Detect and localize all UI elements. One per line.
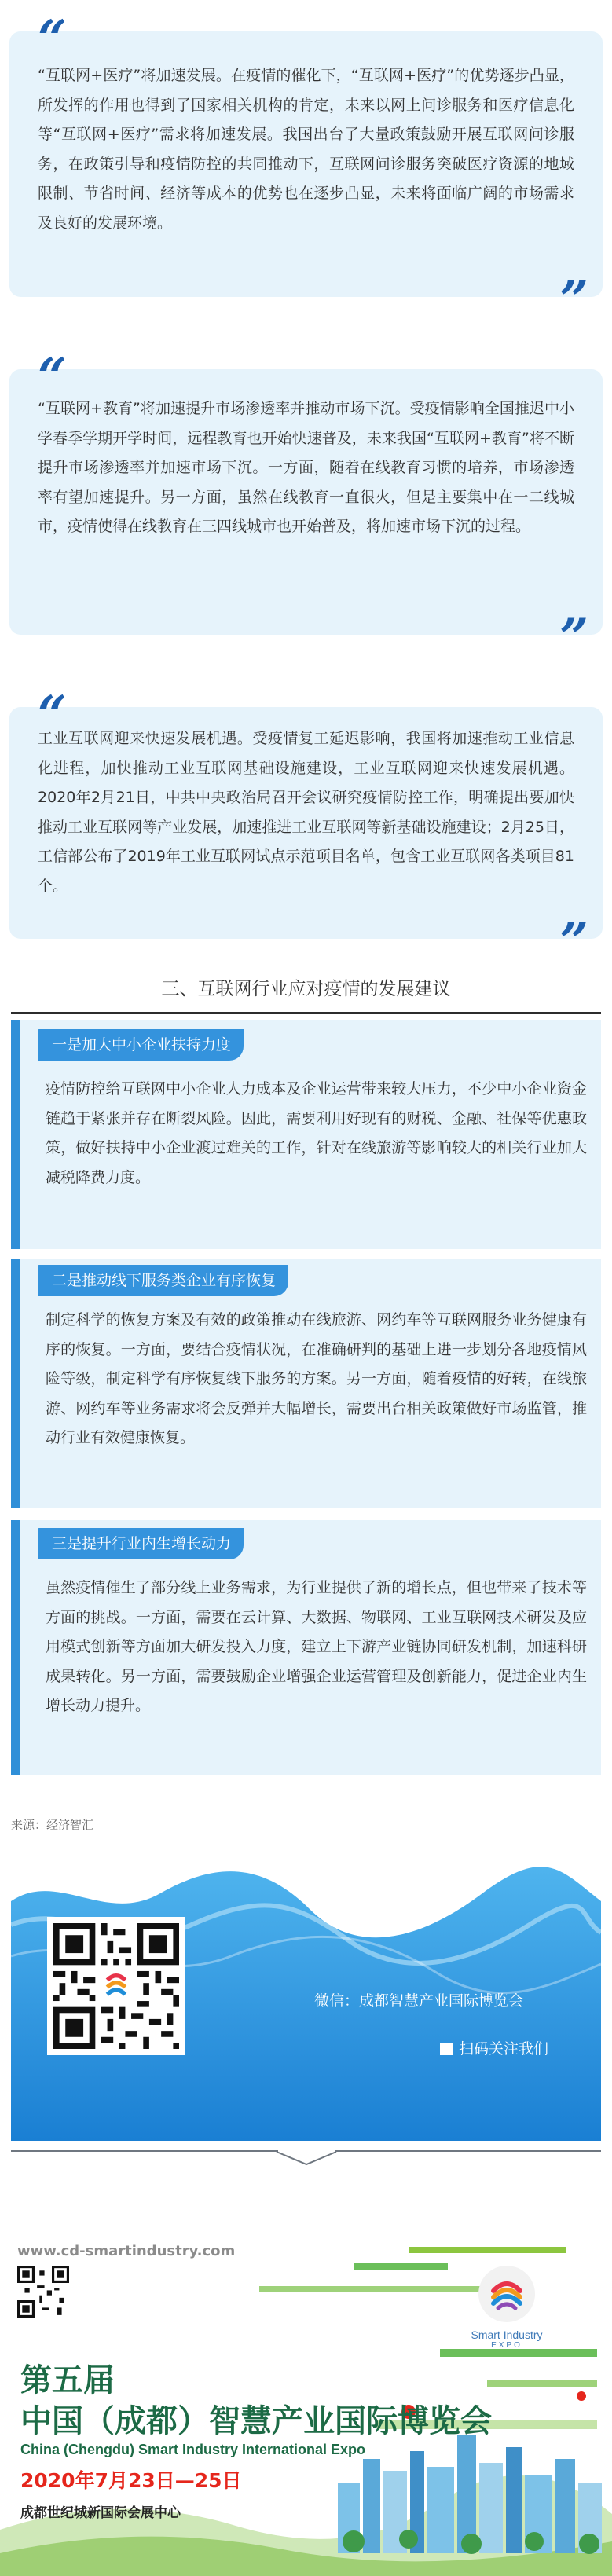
small-qr-code xyxy=(17,2266,69,2318)
suggestion-text: 虽然疫情催生了部分线上业务需求，为行业提供了新的增长点，但也带来了技术等方面的挑战。一方面，需要在云计算、大数据、物联网、工业互联网技术研发及应用模式创新等方面加大研发投入力度，建立上下游产业链协同研发机制，加速科研成果转化。另一方面，需要鼓励企业增强企业运营管理及创新能力，促进企业内生增长动力提升。 xyxy=(46,1579,587,1714)
card-text: “互联网+教育”将加速提升市场渗透率并推动市场下沉。受疫情影响全国推迟中小学春季学期开学时间，远程教育也开始快速普及，未来我国“互联网+教育”将不断提升市场渗透率并加速市场下沉。一方面，随着在线教育习惯的培养，市场渗透率有望加速提升。另一方面，虽然在线教育一直很火，但是主要集中在一二线城市，疫情使得在线教育在三四线城市也开始普及，将加速市场下沉的过程。 xyxy=(38,400,574,535)
suggestion-text: 制定科学的恢复方案及有效的政策推动在线旅游、网约车等互联网服务业务健康有序的恢复。一方面，要结合疫情状况，在准确研判的基础上进一步划分各地疫情风险等级，制定科学有序恢复线下服务的方案。另一方面，随着疫情的好转，在线旅游、网约车等业务需求将会反弹并大幅增长，需要出台相关政策做好市场监管，推动行业有效健康恢复。 xyxy=(46,1311,587,1446)
quote-close-icon: ” xyxy=(559,270,581,329)
suggestion-tag: 二是推动线下服务类企业有序恢复 xyxy=(38,1265,288,1296)
quote-card-medical xyxy=(9,9,603,329)
quote-open-icon: “ xyxy=(38,9,59,68)
qr-code-icon xyxy=(53,1923,179,2049)
square-bullet-icon xyxy=(440,2043,453,2055)
expo-url[interactable]: www.cd-smartindustry.com xyxy=(17,2243,236,2259)
quote-close-icon: ” xyxy=(559,608,581,667)
expo-title-en: China (Chengdu) Smart Industry International Expo xyxy=(20,2442,366,2457)
accent-bar xyxy=(11,1020,20,1249)
suggestion-tag: 一是加大中小企业扶持力度 xyxy=(38,1029,244,1061)
quote-card-education xyxy=(9,347,603,667)
suggestion-block-3 xyxy=(11,1520,601,1775)
scan-label xyxy=(440,2037,548,2058)
accent-bar xyxy=(11,1520,20,1775)
suggestion-text: 疫情防控给互联网中小企业人力成本及企业运营带来较大压力，不少中小企业资金链趋于紧张并存在断裂风险。因此，需要利用好现有的财税、金融、社保等优惠政策，做好扶持中小企业渡过难关的工作，针对在线旅游等影响较大的相关行业加大减税降费力度。 xyxy=(46,1080,587,1186)
accent-bar xyxy=(11,1259,20,1508)
chevron-down-icon xyxy=(275,2147,338,2167)
smart-industry-logo xyxy=(464,2263,550,2365)
quote-open-icon: “ xyxy=(38,685,59,744)
suggestion-tag: 三是提升行业内生增长动力 xyxy=(38,1528,244,1559)
divider-right xyxy=(335,2150,601,2152)
section-title: 三、互联网行业应对疫情的发展建议 xyxy=(161,979,451,999)
scan-text: 扫码关注我们 xyxy=(459,2040,549,2058)
section-divider xyxy=(11,1012,601,1014)
card-text: “互联网+医疗”将加速发展。在疫情的催化下，“互联网+医疗”的优势逐步凸显，所发挥的作用也得到了国家相关机构的肯定，未来以网上问诊服务和医疗信息化等“互联网+医疗”需求将加速发展。我国出台了大量政策鼓励开展互联网问诊服务，在政策引导和疫情防控的共同推动下，互联网问诊服务突破医疗资源的地域限制、节省时间、经济等成本的优势也在逐步凸显，未来将面临广阔的市场需求及良好的发展环境。 xyxy=(38,67,574,232)
source-note: 来源：经济智汇 xyxy=(11,1818,94,1832)
expo-venue: 成都世纪城新国际会展中心 xyxy=(20,2505,181,2521)
expo-date: 2020年7月23日—25日 xyxy=(20,2469,242,2492)
suggestion-block-2 xyxy=(11,1259,601,1508)
divider-left xyxy=(11,2150,278,2152)
wechat-label: 微信：成都智慧产业国际博览会 xyxy=(314,1992,524,2010)
expo-title: 中国（成都）智慧产业国际博览会 xyxy=(20,2403,492,2439)
expo-edition: 第五届 xyxy=(20,2362,115,2398)
quote-close-icon: ” xyxy=(559,912,581,971)
suggestion-block-1 xyxy=(11,1020,601,1249)
quote-card-industrial xyxy=(9,685,603,971)
qr-code xyxy=(47,1917,185,2055)
logo-text: Smart Industry xyxy=(471,2329,543,2341)
card-text: 工业互联网迎来快速发展机遇。受疫情复工延迟影响，我国将加速推动工业信息化进程，加快推动工业互联网基础设施建设，工业互联网迎来快速发展机遇。2020年2月21日，中共中央政治局召开会议研究疫情防控工作，明确提出要加快推动工业互联网等产业发展，加速推进工业互联网等新基础设施建设；2月25日，工信部公布了2019年工业互联网试点示范项目名单，包含工业互联网各类项目81个。 xyxy=(38,730,574,895)
quote-open-icon: “ xyxy=(38,347,59,406)
smart-industry-logo-icon xyxy=(464,2263,550,2325)
small-qr-code-icon xyxy=(17,2266,69,2318)
logo-sub: EXPO xyxy=(491,2341,522,2350)
